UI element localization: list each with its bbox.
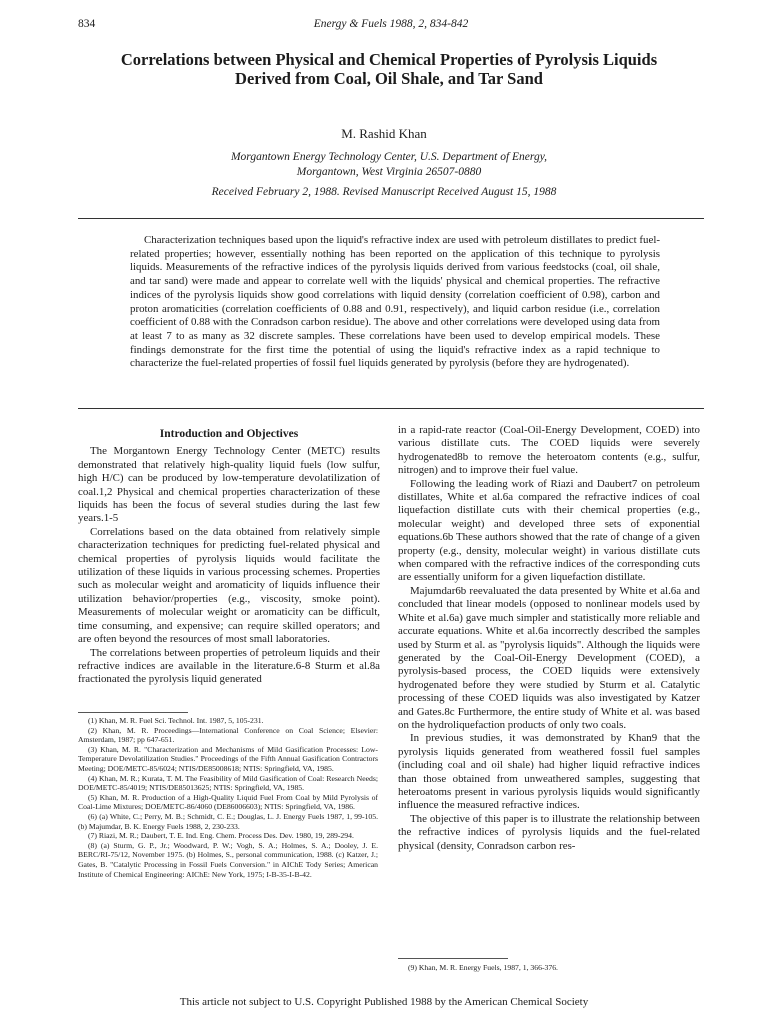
footnote: (6) (a) White, C.; Perry, M. B.; Schmidt, C. E.; Douglas, L. J. Energy Fuels 1987, 1, 99-105. (b) Majumdar, B. K. Energy Fuels 1988, 2, 230-233. xyxy=(78,811,378,831)
journal-citation: Energy & Fuels 1988, 2, 834-842 xyxy=(313,18,469,30)
abstract: Characterization techniques based upon the liquid's refractive index are used with petroleum distillates to predict fuel-related properties; however, essentially nothing has been reported on the application of this technique to pyrolysis liquids. Measurements of the refractive indices of the pyrolysis liquids derived from various feedstocks (coal, oil shale, and tar sand) were made and appear to correlate well with the liquids' physical and chemical properties. The refractive indices of the pyrolysis liquids show good correlations with liquid density (correlation coefficient of 0.98), carbon and proton aromaticities (correlation coefficients of 0.88 and 0.91, respectively), and liquid carbon residue (i.e., correlation coefficient of 0.88 with the Conradson carbon residue). The above and other correlations were developed using data from at least 7 to as many as 32 discrete samples. These correlations have been used to develop empirical models. These findings demonstrate for the first time the potential of using the liquid's refractive index as a rapid technique to characterize the fuel-related properties of fossil fuel liquids generated by pyrolysis (before they are hydrogenated). xyxy=(130,234,660,370)
running-header xyxy=(78,18,704,36)
footnote: (7) Riazi, M. R.; Daubert, T. E. Ind. Eng. Chem. Process Des. Dev. 1980, 19, 289-294. xyxy=(88,831,354,841)
author-name: M. Rashid Khan xyxy=(341,126,427,141)
top-divider xyxy=(78,218,704,219)
author-affiliation xyxy=(150,150,628,180)
body-paragraph: Following the leading work of Riazi and Daubert7 on petroleum distillates, White et al.6a compared the refractive indices of coal liquefaction distillate cuts with their chemical properties (e.g., molecular weight) and developed three sets of exponential equations.6b These authors showed that the rate of change of a given property (e.g., density, molecular weight) in various distillate cuts when compared with the refractive indices of the corresponding cuts are essentially uniform for a given liquefaction distillate. xyxy=(398,477,700,584)
body-paragraph: The Morgantown Energy Technology Center (METC) results demonstrated that relatively high-quality liquid fuels (low sulfur, high H/C) can be produced by low-temperature devolatilization of coal.1,2 Physical and chemical properties characterization of these liquids has been the focus of several studies during the last few years.1-5 xyxy=(78,445,380,525)
section-heading: Introduction and Objectives xyxy=(159,428,299,440)
footnote: (9) Khan, M. R. Energy Fuels, 1987, 1, 366-376. xyxy=(408,963,558,972)
body-paragraph: in a rapid-rate reactor (Coal-Oil-Energy Development, COED) into various distillate cuts. The COED liquids were severely hydrogenated8b to remove the heteroatom contents (e.g., sulfur, nitrogen) and to improve their fuel value. xyxy=(398,424,700,477)
copyright-footer: This article not subject to U.S. Copyright Published 1988 by the American Chemical Society xyxy=(179,996,589,1008)
footnote: (8) (a) Sturm, G. P., Jr.; Woodward, P. W.; Vogh, S. A.; Holmes, S. A.; Dooley, J. E. BERC/RI-75/12, November 1975. (b) Holmes, S., personal communication, 1988. (c) Katzer, J.; Gates, B. "Catalytic Processing in Fossil Fuels Conversion." in AIChE Tody Series; American Institute of Chemical Engineering: AIChE: New York, 1975; I-B-35-I-B-42. xyxy=(78,840,378,879)
body-paragraph: The objective of this paper is to illustrate the relationship between the refractive indices of pyrolysis liquids and the fuel-related physical (density, Conradson carbon res- xyxy=(398,812,700,852)
body-paragraph: Majumdar6b reevaluated the data presented by White et al.6a and concluded that linear models (opposed to nonlinear models used by White et al.6a) gave much simpler and statistically more reliable and accurate equations. White et al.6a incorrectly described the samples used by Sturm et al. as "pyrolysis liquids". Although the liquids were generated by the Coal-Oil-Energy Development (COED), a pyrolysis-based process, the COED liquids were extensively hydrogenated before they were studied by Sturm et al. Catalytic processing of these COED liquids was also investigated by Katzer and Gates.8c Furthermore, the entire study of White et al. was based on the hydroliquefaction products of only two coals. xyxy=(398,584,700,731)
body-paragraph: In previous studies, it was demonstrated by Khan9 that the pyrolysis liquids generated from weathered fossil fuel samples (including coal and oil shale) had higher liquid refractive indices than those obtained from unweathered samples, suggesting that heteroatoms present in various pyrolysis liquids would significantly influence the measured refractive indices. xyxy=(398,732,700,812)
affiliation-line: Morgantown, West Virginia 26507-0880 xyxy=(296,166,482,178)
body-paragraph: The correlations between properties of petroleum liquids and their refractive indices are available in the literature.6-8 Sturm et al.8a fractionated the pyrolysis liquid generated xyxy=(78,646,380,686)
article-title: Correlations between Physical and Chemical Properties of Pyrolysis Liquids Derived from Coal, Oil Shale, and Tar Sand xyxy=(120,50,658,88)
affiliation-line: Morgantown Energy Technology Center, U.S. Department of Energy, xyxy=(230,151,548,163)
abstract-divider xyxy=(78,408,704,409)
footnote: (1) Khan, M. R. Fuel Sci. Technol. Int. 1987, 5, 105-231. xyxy=(88,716,264,725)
footnote: (2) Khan, M. R. Proceedings—International Conference on Coal Science; Elsevier: Amsterdam, 1987; pp 647-651. xyxy=(78,725,378,745)
footnote: (3) Khan, M. R. "Characterization and Mechanisms of Mild Gasification Processes: Low-Temperature Devolatilization Studies." Proceedings of the Fifth Annual Gasification Contractors Meeting; DOE/METC-85/6024; NTIS/DE85008618; NTIS: Springfield, VA, 1985. xyxy=(78,744,378,773)
footnotes-left xyxy=(78,716,378,879)
page-number: 834 xyxy=(78,18,96,30)
footnote: (4) Khan, M. R.; Kurata, T. M. The Feasibility of Mild Gasification of Coal: Research Needs; DOE/METC-85/4019; NTIS/DE85013625; NTIS: Springfield, VA, 1985. xyxy=(78,773,378,793)
footnotes-right xyxy=(398,963,698,973)
footnote: (5) Khan, M. R. Production of a High-Quality Liquid Fuel From Coal by Mild Pyrolysis of Coal-Lime Mixtures; DOE/METC-86/4060 (DE86006603); NTIS: Springfield, VA, 1986. xyxy=(78,792,378,812)
received-dates: Received February 2, 1988. Revised Manuscript Received August 15, 1988 xyxy=(211,186,557,198)
footnote-divider xyxy=(398,958,508,959)
body-paragraph: Correlations based on the data obtained from relatively simple characterization techniques for predicting fuel-related physical and chemical properties of pyrolysis liquids would facilitate the utilization of these liquids in various processing schemes. Properties such as molecular weight and aromaticity of liquids influence their utilization behavior/properties (e.g., viscosity, smoke point). Measurements of molecular weight or aromaticity can be difficult, time consuming, and expensive; can require skilled operators; and are often beyond the resources of most small laboratories. xyxy=(78,525,380,646)
right-column xyxy=(398,424,700,853)
left-column xyxy=(78,424,380,687)
footnote-divider xyxy=(78,712,188,713)
